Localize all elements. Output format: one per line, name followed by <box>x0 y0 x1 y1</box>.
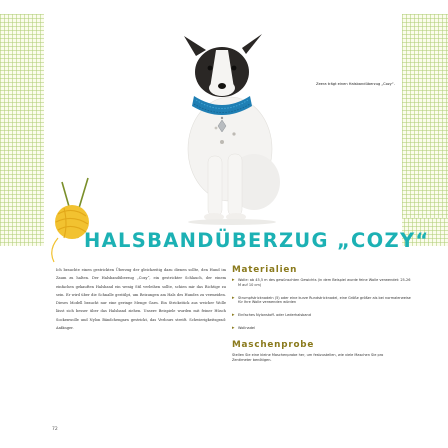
list-item: ▸ Wolle: ab 45,5 m des gewünschten Gewichts (in dem Beispiel wurde feine Wolle verwendet: 25-26 M auf 10 cm) <box>232 277 411 287</box>
page-title: HALSBANDÜBERZUG „COZY“ <box>84 229 430 252</box>
yarn-tail <box>52 238 58 262</box>
dog-spot <box>220 140 224 144</box>
dog-spot <box>232 132 235 135</box>
body-text <box>56 266 226 332</box>
dog-shadow <box>188 219 276 225</box>
materials-list <box>232 278 412 331</box>
materials-sidebar <box>232 264 412 362</box>
dog-eye-left <box>208 66 213 71</box>
triangle-bullet-icon: ▸ <box>232 324 235 331</box>
list-item: ▸ Strumpfstricknadeln (5) oder eine kurze Rundstricknadel, eine Größe größer als bei normalerweise für Ihre Wolle verwenden würden <box>232 294 411 305</box>
grid-panel-right <box>402 14 448 246</box>
dog-ear-left <box>184 36 206 56</box>
triangle-bullet-icon: ▸ <box>232 294 235 301</box>
list-item: ▸ Einfaches Nylonstoff- oder Lederhalsband <box>232 312 311 319</box>
dog-spot <box>215 127 218 130</box>
list-item: ▸ Wollnadel <box>232 324 256 331</box>
materials-heading: Materialien <box>232 265 298 275</box>
gauge-text: Stellen Sie eine kleine Maschenprobe her, um festzustellen, wie viele Maschen Sie pro Zentimeter benötigen. <box>232 352 384 362</box>
dog-ear-right <box>242 34 262 54</box>
gauge-heading: Maschenprobe <box>232 339 315 350</box>
dog-front-leg-right <box>228 154 242 216</box>
triangle-bullet-icon: ▸ <box>232 277 235 283</box>
dog-front-leg-left <box>208 156 222 216</box>
body-paragraph: Ich brauchte einen gestrickten Überzug der gleichzeitig dazu dienen sollte, den Hund im Zaum zu halten. Der Halsbandüberzug „Cozy“, ein gestrickter Schlauch, der einem einfachen gekauften Halsband ein wenig Stil verleihen sollte, schien mir das Richtige zu sein. Er wird über die Schnalle gestülpt, um Reizungen am Hals des Hundes zu vermeiden. Dieses Modell braucht nur eine geringe Menge Garn. Ein Strickstück aus weicher Wolle lässt sich besser über das Halsband ziehen. Unsere Beispiele wurden mit feiner Hüsch Sockenwolle und Nylon Bändchengarn gestrickt, das Verlours streift. Schwierigkeitsgrad: Anfänger. <box>56 268 226 331</box>
dog-eye-right <box>232 66 237 71</box>
page-number: 72 <box>52 427 58 432</box>
photo-caption: Zeera trägt einen Halsbandüberzug „Cozy“. <box>316 82 395 86</box>
triangle-bullet-icon: ▸ <box>232 312 235 319</box>
tag-ring <box>221 117 223 119</box>
dog-nose <box>218 83 226 89</box>
